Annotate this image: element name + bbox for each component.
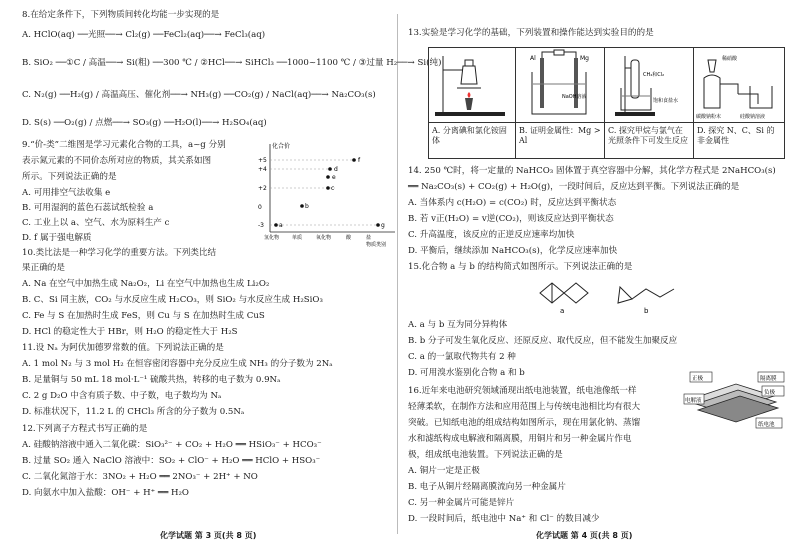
q9-stem-1: 9.“价-类”二维图是学习元素化合物的工具，a~g 分别: [22, 140, 226, 150]
q8-stem: 8.在给定条件下，下列物质间转化均能一步实现的是: [22, 10, 220, 20]
q13-option-b: B. 证明金属性：Mg > Al: [519, 126, 601, 145]
mg-label: Mg: [580, 55, 589, 62]
tick-plus5: +5: [258, 157, 267, 164]
q16-stem-2: 轻薄柔软，在制作方法和应用范围上与传统电池相比均有很大: [408, 402, 641, 412]
valence-class-graph: [250, 140, 400, 248]
q13-option-d: D. 探究 N、C、Si 的非金属性: [697, 126, 775, 145]
q16-option-a: A. 铜片一定是正极: [408, 466, 480, 476]
q8-option-c: C. N₂(g) ──H₂(g) / 高温高压、催化剂──→ NH₃(g) ──CO₂(g) / NaCl(aq)──→ Na₂CO₃(s): [22, 90, 376, 100]
x-axis-label: 物质类别: [366, 242, 387, 248]
q9-stem-3: 所示。下列说法正确的是: [22, 172, 117, 182]
q16-stem-3: 突破。已知纸电池的组成结构如图所示，现在用氯化钠、蒸馏: [408, 418, 641, 428]
q15-option-a: A. a 与 b 互为同分异构体: [408, 320, 508, 330]
brine-label: 饱和食盐水: [653, 98, 679, 104]
q16-option-c: C. 另一种金属片可能是锌片: [408, 498, 515, 508]
tick-minus3: -3: [258, 222, 264, 229]
label-paper-battery: 纸电池: [758, 422, 775, 428]
q16-stem-4: 水和滤纸构成电解液和隔离膜，用铜片和另一种金属片作电: [408, 434, 632, 444]
tick-plus2: +2: [258, 185, 267, 192]
q10-stem-2: 果正确的是: [22, 263, 65, 273]
q15-option-b: B. b 分子可发生氧化反应、还原反应、取代反应，但不能发生加聚反应: [408, 336, 678, 346]
xcat-oxide: 氧化物: [316, 235, 332, 241]
q12-stem: 12.下列离子方程式书写正确的是: [22, 424, 148, 434]
point-label-b: b: [305, 203, 309, 210]
apparatus-a-sublimation: [429, 48, 515, 122]
label-positive: 正极: [692, 376, 704, 382]
q13-option-c: C. 探究甲烷与氯气在光照条件下可发生反应: [608, 126, 688, 145]
page-footer-left: 化学试题 第 3 页(共 8 页): [160, 531, 257, 540]
q10-option-a: A. Na 在空气中加热生成 Na₂O₂，Li 在空气中加热也生成 Li₂O₂: [22, 279, 270, 289]
point-g: [376, 223, 380, 227]
apparatus-b-galvanic-cell: [516, 48, 604, 122]
q15-option-c: C. a 的一氯取代物共有 2 种: [408, 352, 516, 362]
apparatus-c-methane-chlorination: [605, 48, 693, 122]
q12-option-b: B. 过量 SO₂ 通入 NaClO 溶液中：SO₂ + ClO⁻ + H₂O ══ HClO + HSO₃⁻: [22, 456, 321, 466]
point-label-f: f: [358, 157, 361, 164]
q14-option-b: B. 若 v正(H₂O) = v逆(CO₂)，则该反应达到平衡状态: [408, 214, 614, 224]
q16-stem-5: 极，组成纸电池装置。下列说法正确的是: [408, 450, 563, 460]
q11-option-c: C. 2 g D₂O 中含有质子数、中子数，电子数均为 Nₐ: [22, 391, 222, 401]
q12-option-d: D. 向氨水中加入盐酸：OH⁻ + H⁺ ══ H₂O: [22, 488, 189, 498]
hno3-label: 稀硝酸: [722, 56, 738, 62]
point-b: [300, 204, 304, 208]
tick-plus4: +4: [258, 166, 267, 173]
q10-stem-1: 10.类比法是一种学习化学的重要方法。下列类比结: [22, 248, 217, 258]
q14-option-d: D. 平衡后，继续添加 NaHCO₃(s)，化学反应速率加快: [408, 246, 618, 256]
label-separator: 隔离膜: [760, 376, 777, 382]
q8-option-b: B. SiO₂ ──①C / 高温──→ Si(粗) ──300 ℃ / ②HCl──→ SiHCl₃ ──1000~1100 ℃ / ③过量 H₂──→ Si(纯): [22, 58, 442, 68]
q9-option-a: A. 可用排空气法收集 e: [22, 188, 111, 198]
point-e: [326, 175, 330, 179]
q11-stem: 11.设 Nₐ 为阿伏加德罗常数的值。下列说法正确的是: [22, 343, 224, 353]
q15-option-d: D. 可用溴水鉴别化合物 a 和 b: [408, 368, 525, 378]
point-label-c: c: [331, 185, 335, 192]
xcat-hydride: 氢化物: [264, 235, 280, 241]
q11-option-d: D. 标准状况下，11.2 L 的 CHCl₃ 所含的分子数为 0.5Nₐ: [22, 407, 245, 417]
q9-option-c: C. 工业上以 a、空气、水为原料生产 c: [22, 218, 170, 228]
na2sio3-label: 硅酸钠溶液: [740, 114, 766, 120]
paper-battery-diagram: [684, 368, 788, 432]
point-f: [352, 158, 356, 162]
q12-option-a: A. 硅酸钠溶液中通入二氧化碳：SiO₃²⁻ + CO₂ + H₂O ══ HSiO₃⁻ + HCO₃⁻: [22, 440, 322, 450]
point-label-a: a: [279, 222, 283, 229]
xcat-element: 单质: [292, 235, 303, 241]
label-negative: 负极: [764, 390, 776, 396]
point-d: [328, 167, 332, 171]
y-axis-label: 化合价: [272, 143, 291, 150]
q16-stem-1: 16.近年来电池研究领域涌现出纸电池装置，纸电池像纸一样: [408, 386, 637, 396]
point-label-g: g: [381, 222, 385, 229]
xcat-acid: 酸: [346, 235, 352, 241]
naoh-label: NaOH溶液: [562, 94, 587, 100]
q11-option-b: B. 足量铜与 50 mL 18 mol·L⁻¹ 硫酸共热，转移的电子数为 0.9Nₐ: [22, 375, 281, 385]
q16-option-d: D. 一段时间后，纸电池中 Na⁺ 和 Cl⁻ 的数目减少: [408, 514, 600, 524]
structure-b: [618, 287, 674, 303]
ch4-cl2-label: CH₄和Cl₂: [643, 72, 665, 78]
q10-option-b: B. C、Si 同主族，CO₂ 与水反应生成 H₂CO₃，则 SiO₂ 与水反应生成 H₂SiO₃: [22, 295, 323, 305]
q13-table-rule: [429, 122, 784, 123]
xcat-salt: 盐: [366, 235, 372, 241]
page-footer-right: 化学试题 第 4 页(共 8 页): [536, 531, 633, 540]
q14-stem-1: 14. 250 ℃时，将一定量的 NaHCO₃ 固体置于真空容器中分解，其化学方程式是 2NaHCO₃(s): [408, 166, 776, 176]
q13-stem: 13.实验是学习化学的基础，下列装置和操作能达到实验目的的是: [408, 28, 654, 38]
point-label-e: e: [332, 174, 336, 181]
q14-option-a: A. 当体系内 c(H₂O) = c(CO₂) 时，反应达到平衡状态: [408, 198, 617, 208]
q14-option-c: C. 升高温度，该反应的正逆反应速率均加快: [408, 230, 575, 240]
q9-option-d: D. f 属于强电解质: [22, 233, 92, 243]
al-electrode: [540, 58, 544, 108]
q10-option-c: C. Fe 与 S 在加热时生成 FeS，则 Cu 与 S 在加热时生成 CuS: [22, 311, 265, 321]
q8-option-d: D. S(s) ──O₂(g) / 点燃──→ SO₃(g) ──H₂O(l)──→ H₂SO₄(aq): [22, 118, 267, 128]
point-label-d: d: [334, 166, 338, 173]
point-a: [274, 223, 278, 227]
q11-option-a: A. 1 mol N₂ 与 3 mol H₂ 在恒容密闭容器中充分反应生成 NH₃ 的分子数为 2Nₐ: [22, 359, 333, 369]
q15-stem: 15.化合物 a 与 b 的结构简式如图所示。下列说法正确的是: [408, 262, 633, 272]
na2co3-label: 碳酸钠粉末: [696, 114, 722, 120]
q9-option-b: B. 可用湿润的蓝色石蕊试纸检验 a: [22, 203, 154, 213]
q10-option-d: D. HCl 的稳定性大于 HBr，则 H₂O 的稳定性大于 H₂S: [22, 327, 238, 337]
q13-option-a: A. 分离碘和氯化铵固体: [432, 126, 507, 145]
q15-structures: [528, 275, 678, 315]
structure-a-label: a: [560, 307, 565, 315]
q13-apparatus-table: [428, 47, 785, 159]
right-page: [408, 0, 788, 551]
structure-a: [540, 283, 588, 303]
label-electrolyte: 电解液: [685, 398, 702, 404]
tick-0: 0: [258, 204, 262, 211]
mg-electrode: [574, 58, 578, 108]
q9-stem-2: 表示氮元素的不同价态所对应的物质，其关系如图: [22, 156, 212, 166]
q16-option-b: B. 电子从铜片经隔离膜流向另一种金属片: [408, 482, 566, 492]
al-label: Al: [530, 55, 536, 62]
apparatus-d-acidity: [694, 48, 784, 122]
structure-b-label: b: [644, 307, 649, 315]
q12-option-c: C. 二氧化氮溶于水：3NO₂ + H₂O ══ 2NO₃⁻ + 2H⁺ + NO: [22, 472, 258, 482]
point-c: [326, 186, 330, 190]
left-page: [22, 0, 442, 551]
q14-stem-2: ══ Na₂CO₃(s) + CO₂(g) + H₂O(g)，一段时间后，反应达到平衡。下列说法正确的是: [408, 182, 740, 192]
q8-option-a: A. HClO(aq) ──光照──→ Cl₂(g) ──FeCl₂(aq)──→ FeCl₃(aq): [22, 30, 266, 40]
